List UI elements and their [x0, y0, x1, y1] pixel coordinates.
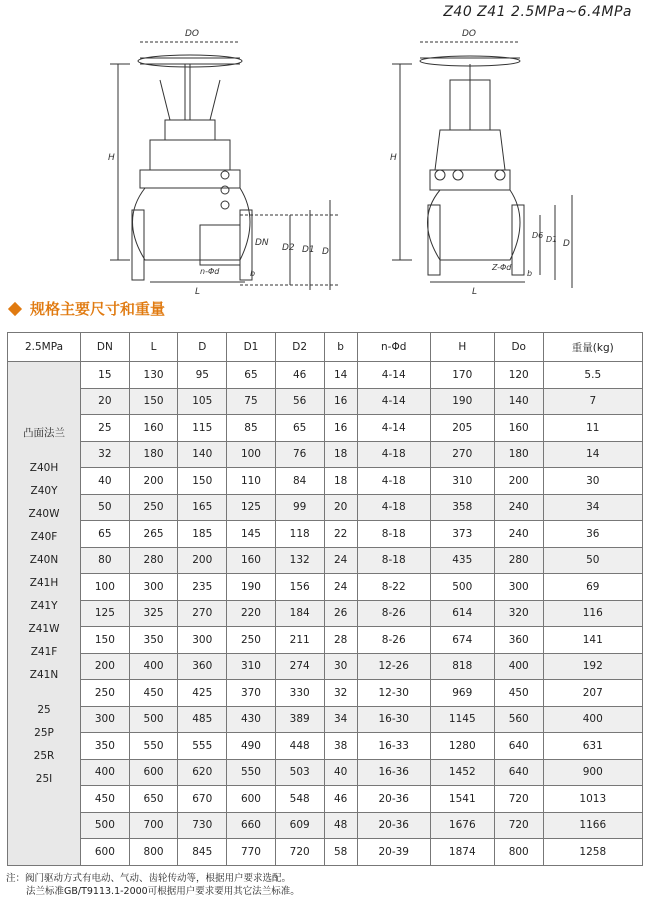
table-cell: 620 [178, 759, 227, 786]
table-row [8, 494, 643, 521]
table-cell: 8-22 [357, 574, 430, 601]
table-cell: 22 [324, 521, 357, 548]
table-cell: 24 [324, 574, 357, 601]
model-label: Z41W [28, 623, 60, 635]
table-cell: 85 [227, 415, 276, 442]
table-cell: 200 [494, 468, 543, 495]
left-d1-label: D1 [302, 245, 315, 255]
table-cell: 270 [430, 441, 494, 468]
model-label: Z40H [29, 462, 59, 474]
table-cell: 8-18 [357, 521, 430, 548]
table-row [8, 786, 643, 813]
table-cell: 550 [129, 733, 178, 760]
table-cell: 235 [178, 574, 227, 601]
table-cell: 560 [494, 706, 543, 733]
table-row [8, 759, 643, 786]
grade-label: 25R [33, 750, 55, 762]
table-cell: 95 [178, 362, 227, 389]
table-cell: 650 [129, 786, 178, 813]
table-cell: 36 [543, 521, 642, 548]
table-cell: 490 [227, 733, 276, 760]
table-cell: 48 [324, 812, 357, 839]
table-cell: 270 [178, 600, 227, 627]
table-cell: 250 [129, 494, 178, 521]
table-cell: 76 [275, 441, 324, 468]
table-cell: 310 [430, 468, 494, 495]
left-h-label: H [108, 153, 115, 163]
header-cell: L [129, 333, 178, 362]
table-cell: 4-14 [357, 362, 430, 389]
table-cell: 1541 [430, 786, 494, 813]
table-cell: 1676 [430, 812, 494, 839]
table-cell: 65 [275, 415, 324, 442]
table-cell: 100 [81, 574, 130, 601]
left-do-label: DO [185, 29, 200, 39]
right-valve-drawing [392, 42, 572, 288]
table-cell: 20-36 [357, 812, 430, 839]
table-cell: 240 [494, 521, 543, 548]
table-cell: 190 [430, 388, 494, 415]
table-cell: 4-14 [357, 415, 430, 442]
page-title: Z40 Z41 2.5MPa~6.4MPa [443, 4, 632, 20]
table-cell: 150 [178, 468, 227, 495]
table-cell: 640 [494, 759, 543, 786]
grade-label: 25I [35, 773, 53, 785]
table-cell: 50 [81, 494, 130, 521]
header-cell: 2.5MPa [8, 333, 81, 362]
table-cell: 84 [275, 468, 324, 495]
left-dn-label: DN [255, 238, 269, 248]
table-cell: 640 [494, 733, 543, 760]
table-cell: 18 [324, 441, 357, 468]
table-cell: 11 [543, 415, 642, 442]
table-row [8, 812, 643, 839]
table-cell: 1166 [543, 812, 642, 839]
table-cell: 600 [129, 759, 178, 786]
table-cell: 160 [227, 547, 276, 574]
table-cell: 8-26 [357, 627, 430, 654]
table-cell: 200 [178, 547, 227, 574]
table-cell: 145 [227, 521, 276, 548]
table-cell: 430 [227, 706, 276, 733]
model-label: Z40N [29, 554, 59, 566]
table-cell: 69 [543, 574, 642, 601]
table-cell: 20-36 [357, 786, 430, 813]
right-b-label: b [527, 269, 533, 278]
table-cell: 125 [227, 494, 276, 521]
table-cell: 400 [129, 653, 178, 680]
table-cell: 400 [543, 706, 642, 733]
table-cell: 40 [324, 759, 357, 786]
table-cell: 180 [494, 441, 543, 468]
note-line: 注：阀门驱动方式有电动、气动、齿轮传动等，根据用户要求选配。 [6, 873, 292, 884]
table-cell: 770 [227, 839, 276, 866]
table-cell: 500 [430, 574, 494, 601]
table-cell: 450 [129, 680, 178, 707]
table-cell: 360 [494, 627, 543, 654]
table-cell: 207 [543, 680, 642, 707]
table-cell: 600 [227, 786, 276, 813]
table-cell: 140 [178, 441, 227, 468]
table-row [8, 441, 643, 468]
table-cell: 435 [430, 547, 494, 574]
table-cell: 32 [324, 680, 357, 707]
section-title: 规格主要尺寸和重量 [30, 300, 166, 318]
table-cell: 205 [430, 415, 494, 442]
table-cell: 32 [81, 441, 130, 468]
table-cell: 280 [494, 547, 543, 574]
right-zd-label: Z-Φd [492, 263, 512, 272]
table-cell: 320 [494, 600, 543, 627]
table-cell: 5.5 [543, 362, 642, 389]
table-row [8, 680, 643, 707]
table-cell: 818 [430, 653, 494, 680]
table-cell: 65 [81, 521, 130, 548]
table-cell: 160 [129, 415, 178, 442]
table-cell: 240 [494, 494, 543, 521]
table-cell: 425 [178, 680, 227, 707]
header-cell: D2 [275, 333, 324, 362]
table-cell: 40 [81, 468, 130, 495]
table-cell: 450 [81, 786, 130, 813]
table-cell: 720 [494, 786, 543, 813]
model-label: Z40Y [30, 485, 58, 497]
table-cell: 14 [324, 362, 357, 389]
table-cell: 24 [324, 547, 357, 574]
grade-label: 25 [37, 704, 51, 716]
table-header-row [8, 333, 643, 362]
header-cell: DN [81, 333, 130, 362]
model-label: Z40W [28, 508, 60, 520]
table-cell: 4-14 [357, 388, 430, 415]
table-cell: 350 [129, 627, 178, 654]
model-label: Z41N [29, 669, 59, 681]
table-cell: 370 [227, 680, 276, 707]
table-cell: 16-30 [357, 706, 430, 733]
table-cell: 38 [324, 733, 357, 760]
table-row [8, 388, 643, 415]
table-cell: 1258 [543, 839, 642, 866]
table-cell: 700 [129, 812, 178, 839]
section-heading [6, 298, 165, 319]
table-cell: 150 [129, 388, 178, 415]
table-row [8, 521, 643, 548]
table-cell: 360 [178, 653, 227, 680]
table-cell: 550 [227, 759, 276, 786]
valve-drawings [0, 20, 650, 297]
table-cell: 110 [227, 468, 276, 495]
table-cell: 26 [324, 600, 357, 627]
table-cell: 75 [227, 388, 276, 415]
table-cell: 34 [324, 706, 357, 733]
right-do-label: DO [462, 29, 477, 39]
table-cell: 115 [178, 415, 227, 442]
table-cell: 389 [275, 706, 324, 733]
table-cell: 300 [178, 627, 227, 654]
table-cell: 720 [494, 812, 543, 839]
right-d6-label: D6 [532, 231, 544, 240]
table-cell: 800 [129, 839, 178, 866]
table-cell: 8-18 [357, 547, 430, 574]
table-row [8, 415, 643, 442]
model-group-cell [8, 362, 81, 866]
table-cell: 1145 [430, 706, 494, 733]
table-row [8, 653, 643, 680]
table-row [8, 627, 643, 654]
table-cell: 156 [275, 574, 324, 601]
table-cell: 65 [227, 362, 276, 389]
model-label: Z41F [30, 646, 58, 658]
left-b-label: b [250, 269, 256, 278]
table-cell: 670 [178, 786, 227, 813]
table-cell: 16 [324, 415, 357, 442]
table-cell: 58 [324, 839, 357, 866]
table-cell: 274 [275, 653, 324, 680]
table-cell: 250 [81, 680, 130, 707]
model-label: Z41Y [30, 600, 58, 612]
table-row [8, 362, 643, 389]
table-cell: 660 [227, 812, 276, 839]
flange-type-label: 凸面法兰 [23, 427, 65, 439]
table-cell: 1280 [430, 733, 494, 760]
table-cell: 100 [227, 441, 276, 468]
table-row [8, 547, 643, 574]
table-cell: 50 [543, 547, 642, 574]
table-cell: 12-30 [357, 680, 430, 707]
left-l-label: L [195, 287, 201, 297]
table-cell: 4-18 [357, 494, 430, 521]
table-cell: 18 [324, 468, 357, 495]
table-cell: 4-18 [357, 441, 430, 468]
table-cell: 141 [543, 627, 642, 654]
right-d-label: D [563, 239, 570, 249]
table-cell: 969 [430, 680, 494, 707]
table-cell: 400 [494, 653, 543, 680]
table-cell: 1452 [430, 759, 494, 786]
table-cell: 8-26 [357, 600, 430, 627]
table-cell: 16 [324, 388, 357, 415]
table-cell: 500 [129, 706, 178, 733]
table-cell: 192 [543, 653, 642, 680]
table-cell: 15 [81, 362, 130, 389]
table-cell: 25 [81, 415, 130, 442]
table-cell: 165 [178, 494, 227, 521]
table-cell: 845 [178, 839, 227, 866]
table-cell: 600 [81, 839, 130, 866]
table-cell: 30 [543, 468, 642, 495]
spec-table [7, 332, 643, 866]
table-cell: 20 [324, 494, 357, 521]
grade-label: 25P [34, 727, 54, 739]
table-cell: 500 [81, 812, 130, 839]
table-cell: 130 [129, 362, 178, 389]
table-cell: 14 [543, 441, 642, 468]
header-cell: n-Φd [357, 333, 430, 362]
table-cell: 7 [543, 388, 642, 415]
table-cell: 310 [227, 653, 276, 680]
table-cell: 250 [227, 627, 276, 654]
table-cell: 28 [324, 627, 357, 654]
table-cell: 118 [275, 521, 324, 548]
table-cell: 150 [81, 627, 130, 654]
table-cell: 503 [275, 759, 324, 786]
right-h-label: H [390, 153, 397, 163]
table-row [8, 600, 643, 627]
right-l-label: L [472, 287, 478, 297]
table-row [8, 839, 643, 866]
table-cell: 720 [275, 839, 324, 866]
table-cell: 20 [81, 388, 130, 415]
table-cell: 300 [81, 706, 130, 733]
table-cell: 20-39 [357, 839, 430, 866]
table-cell: 30 [324, 653, 357, 680]
model-label: Z41H [29, 577, 59, 589]
table-cell: 485 [178, 706, 227, 733]
table-cell: 631 [543, 733, 642, 760]
table-cell: 674 [430, 627, 494, 654]
table-cell: 400 [81, 759, 130, 786]
table-cell: 358 [430, 494, 494, 521]
table-cell: 190 [227, 574, 276, 601]
header-cell: H [430, 333, 494, 362]
table-cell: 185 [178, 521, 227, 548]
table-cell: 448 [275, 733, 324, 760]
table-cell: 1013 [543, 786, 642, 813]
header-cell: 重量(kg) [543, 333, 642, 362]
table-cell: 184 [275, 600, 324, 627]
notes [6, 872, 300, 898]
table-cell: 609 [275, 812, 324, 839]
table-cell: 265 [129, 521, 178, 548]
header-cell: D [178, 333, 227, 362]
header-cell: Do [494, 333, 543, 362]
table-cell: 160 [494, 415, 543, 442]
table-cell: 555 [178, 733, 227, 760]
table-cell: 211 [275, 627, 324, 654]
table-cell: 730 [178, 812, 227, 839]
header-cell: D1 [227, 333, 276, 362]
table-cell: 280 [129, 547, 178, 574]
table-cell: 46 [324, 786, 357, 813]
table-cell: 170 [430, 362, 494, 389]
table-cell: 330 [275, 680, 324, 707]
model-label: Z40F [30, 531, 58, 543]
table-row [8, 468, 643, 495]
table-row [8, 733, 643, 760]
diamond-icon [8, 301, 22, 315]
table-cell: 99 [275, 494, 324, 521]
table-cell: 125 [81, 600, 130, 627]
table-cell: 56 [275, 388, 324, 415]
table-cell: 373 [430, 521, 494, 548]
left-d-label: D [322, 247, 329, 257]
table-cell: 200 [129, 468, 178, 495]
table-cell: 450 [494, 680, 543, 707]
table-cell: 200 [81, 653, 130, 680]
table-cell: 900 [543, 759, 642, 786]
table-cell: 300 [129, 574, 178, 601]
table-cell: 220 [227, 600, 276, 627]
table-cell: 16-36 [357, 759, 430, 786]
table-cell: 1874 [430, 839, 494, 866]
right-d1-label: D1 [546, 235, 558, 244]
left-d2-label: D2 [282, 243, 295, 253]
table-cell: 300 [494, 574, 543, 601]
table-cell: 12-26 [357, 653, 430, 680]
table-cell: 4-18 [357, 468, 430, 495]
table-cell: 105 [178, 388, 227, 415]
header-cell: b [324, 333, 357, 362]
table-cell: 325 [129, 600, 178, 627]
table-cell: 46 [275, 362, 324, 389]
table-cell: 80 [81, 547, 130, 574]
note-line: 法兰标准GB/T9113.1-2000可根据用户要求要用其它法兰标准。 [26, 886, 300, 897]
table-cell: 350 [81, 733, 130, 760]
table-cell: 16-33 [357, 733, 430, 760]
table-row [8, 706, 643, 733]
table-cell: 180 [129, 441, 178, 468]
table-cell: 34 [543, 494, 642, 521]
table-cell: 132 [275, 547, 324, 574]
left-nd-label: n-Φd [200, 267, 220, 276]
table-cell: 614 [430, 600, 494, 627]
table-cell: 120 [494, 362, 543, 389]
table-cell: 800 [494, 839, 543, 866]
table-row [8, 574, 643, 601]
table-cell: 140 [494, 388, 543, 415]
table-cell: 548 [275, 786, 324, 813]
table-cell: 116 [543, 600, 642, 627]
